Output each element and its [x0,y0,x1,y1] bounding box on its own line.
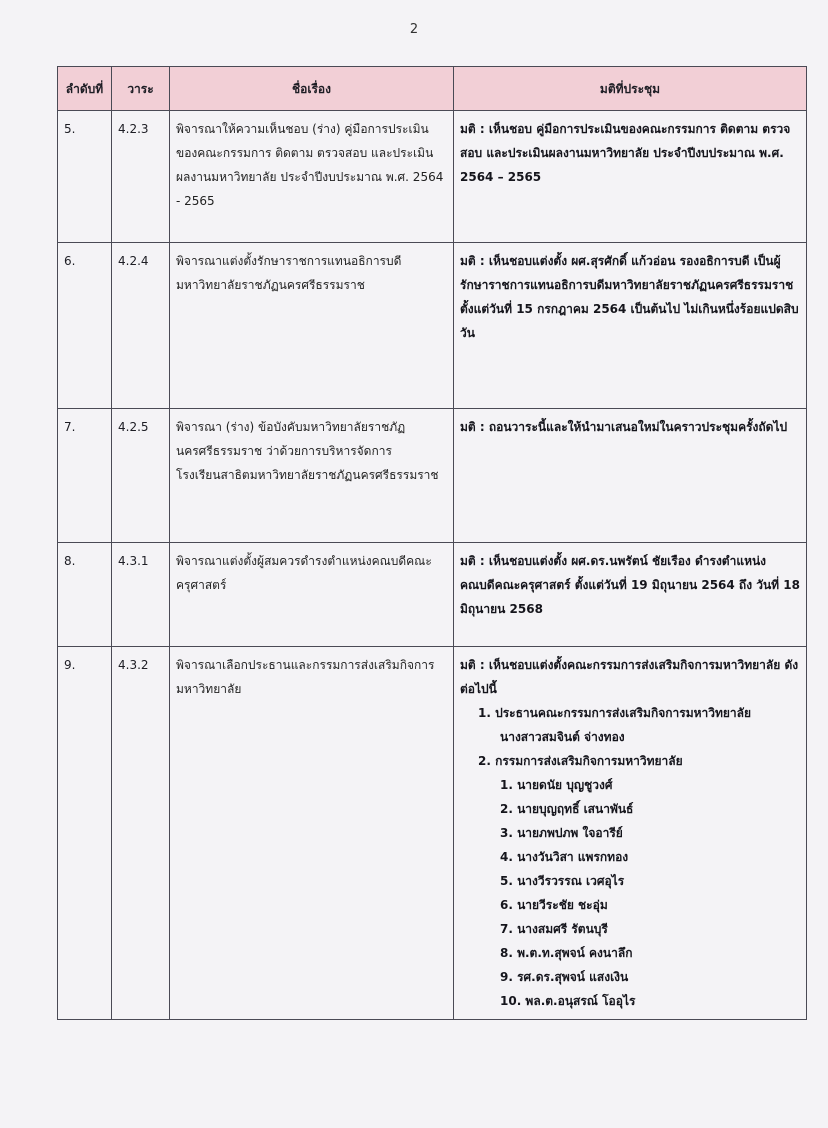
table-row [58,111,807,243]
member-item: 6. นายวีระชัย ชะอุ่ม [500,898,608,912]
members-label: 2. กรรมการส่งเสริมกิจการมหาวิทยาลัย [478,754,683,768]
row-number: 9. [58,647,112,1020]
row-resolution: มติ : เห็นชอบแต่งตั้ง ผศ.สุรศักดิ์ แก้วอ่อน รองอธิการบดี เป็นผู้รักษาราชการแทนอธิการบดีมหาวิทยาลัยราชภัฏนครศรีธรรมราช ตั้งแต่วันที่ 15 กรกฎาคม 2564 เป็นต้นไป ไม่เกินหนึ่งร้อยแปดสิบวัน [454,243,807,409]
row-resolution: มติ : เห็นชอบแต่งตั้ง ผศ.ดร.นพรัตน์ ชัยเรือง ดำรงตำแหน่งคณบดีคณะครุศาสตร์ ตั้งแต่วันที่ 19 มิถุนายน 2564 ถึง วันที่ 18 มิถุนายน 2568 [454,543,807,647]
table-row [58,647,807,1020]
row-number: 6. [58,243,112,409]
row-agenda: 4.3.1 [112,543,170,647]
row-title: พิจารณาเลือกประธานและกรรมการส่งเสริมกิจการมหาวิทยาลัย [170,647,454,1020]
member-item: 5. นางวีรวรรณ เวศอุไร [500,874,625,888]
member-item: 8. พ.ต.ท.สุพจน์ คงนาลึก [500,946,633,960]
member-item: 10. พล.ต.อนุสรณ์ โออุไร [500,994,636,1008]
resolution-intro: มติ : เห็นชอบแต่งตั้งคณะกรรมการส่งเสริมกิจการมหาวิทยาลัย ดังต่อไปนี้ [460,658,799,696]
member-item: 3. นายภพปภพ ใจอารีย์ [500,826,623,840]
header-row [58,67,807,111]
header-agenda: วาระ [112,67,170,111]
row-number: 7. [58,409,112,543]
row-resolution: มติ : ถอนวาระนี้และให้นำมาเสนอใหม่ในคราวประชุมครั้งถัดไป [454,409,807,543]
row-resolution [454,647,807,1020]
header-no: ลำดับที่ [58,67,112,111]
member-item: 9. รศ.ดร.สุพจน์ แสงเงิน [500,970,629,984]
member-item: 7. นางสมศรี รัตนบุรี [500,922,608,936]
table-row [58,409,807,543]
table-row [58,243,807,409]
row-title: พิจารณาให้ความเห็นชอบ (ร่าง) คู่มือการประเมินของคณะกรรมการ ติดตาม ตรวจสอบ และประเมินผลงานมหาวิทยาลัย ประจำปีงบประมาณ พ.ศ. 2564 - 2565 [170,111,454,243]
member-item: 1. นายดนัย บุญชูวงศ์ [500,778,613,792]
row-title: พิจารณาแต่งตั้งรักษาราชการแทนอธิการบดีมหาวิทยาลัยราชภัฏนครศรีธรรมราช [170,243,454,409]
header-title: ชื่อเรื่อง [170,67,454,111]
member-item: 4. นางวันวิสา แพรกทอง [500,850,629,864]
header-resolution: มติที่ประชุม [454,67,807,111]
minutes-table [57,66,807,1020]
member-item: 2. นายบุญฤทธิ์ เสนาพันธ์ [500,802,634,816]
row-number: 5. [58,111,112,243]
chair-name: นางสาวสมจินต์ จ่างทอง [500,730,625,744]
chair-label: 1. ประธานคณะกรรมการส่งเสริมกิจการมหาวิทยาลัย [478,706,752,720]
row-agenda: 4.2.5 [112,409,170,543]
table-row [58,543,807,647]
page-number: 2 [409,22,419,37]
row-agenda: 4.3.2 [112,647,170,1020]
row-agenda: 4.2.3 [112,111,170,243]
row-agenda: 4.2.4 [112,243,170,409]
row-title: พิจารณา (ร่าง) ข้อบังคับมหาวิทยาลัยราชภัฏนครศรีธรรมราช ว่าด้วยการบริหารจัดการโรงเรียนสาธิตมหาวิทยาลัยราชภัฏนครศรีธรรมราช [170,409,454,543]
row-resolution: มติ : เห็นชอบ คู่มือการประเมินของคณะกรรมการ ติดตาม ตรวจสอบ และประเมินผลงานมหาวิทยาลัย ประจำปีงบประมาณ พ.ศ. 2564 – 2565 [454,111,807,243]
row-title: พิจารณาแต่งตั้งผู้สมควรดำรงตำแหน่งคณบดีคณะครุศาสตร์ [170,543,454,647]
row-number: 8. [58,543,112,647]
